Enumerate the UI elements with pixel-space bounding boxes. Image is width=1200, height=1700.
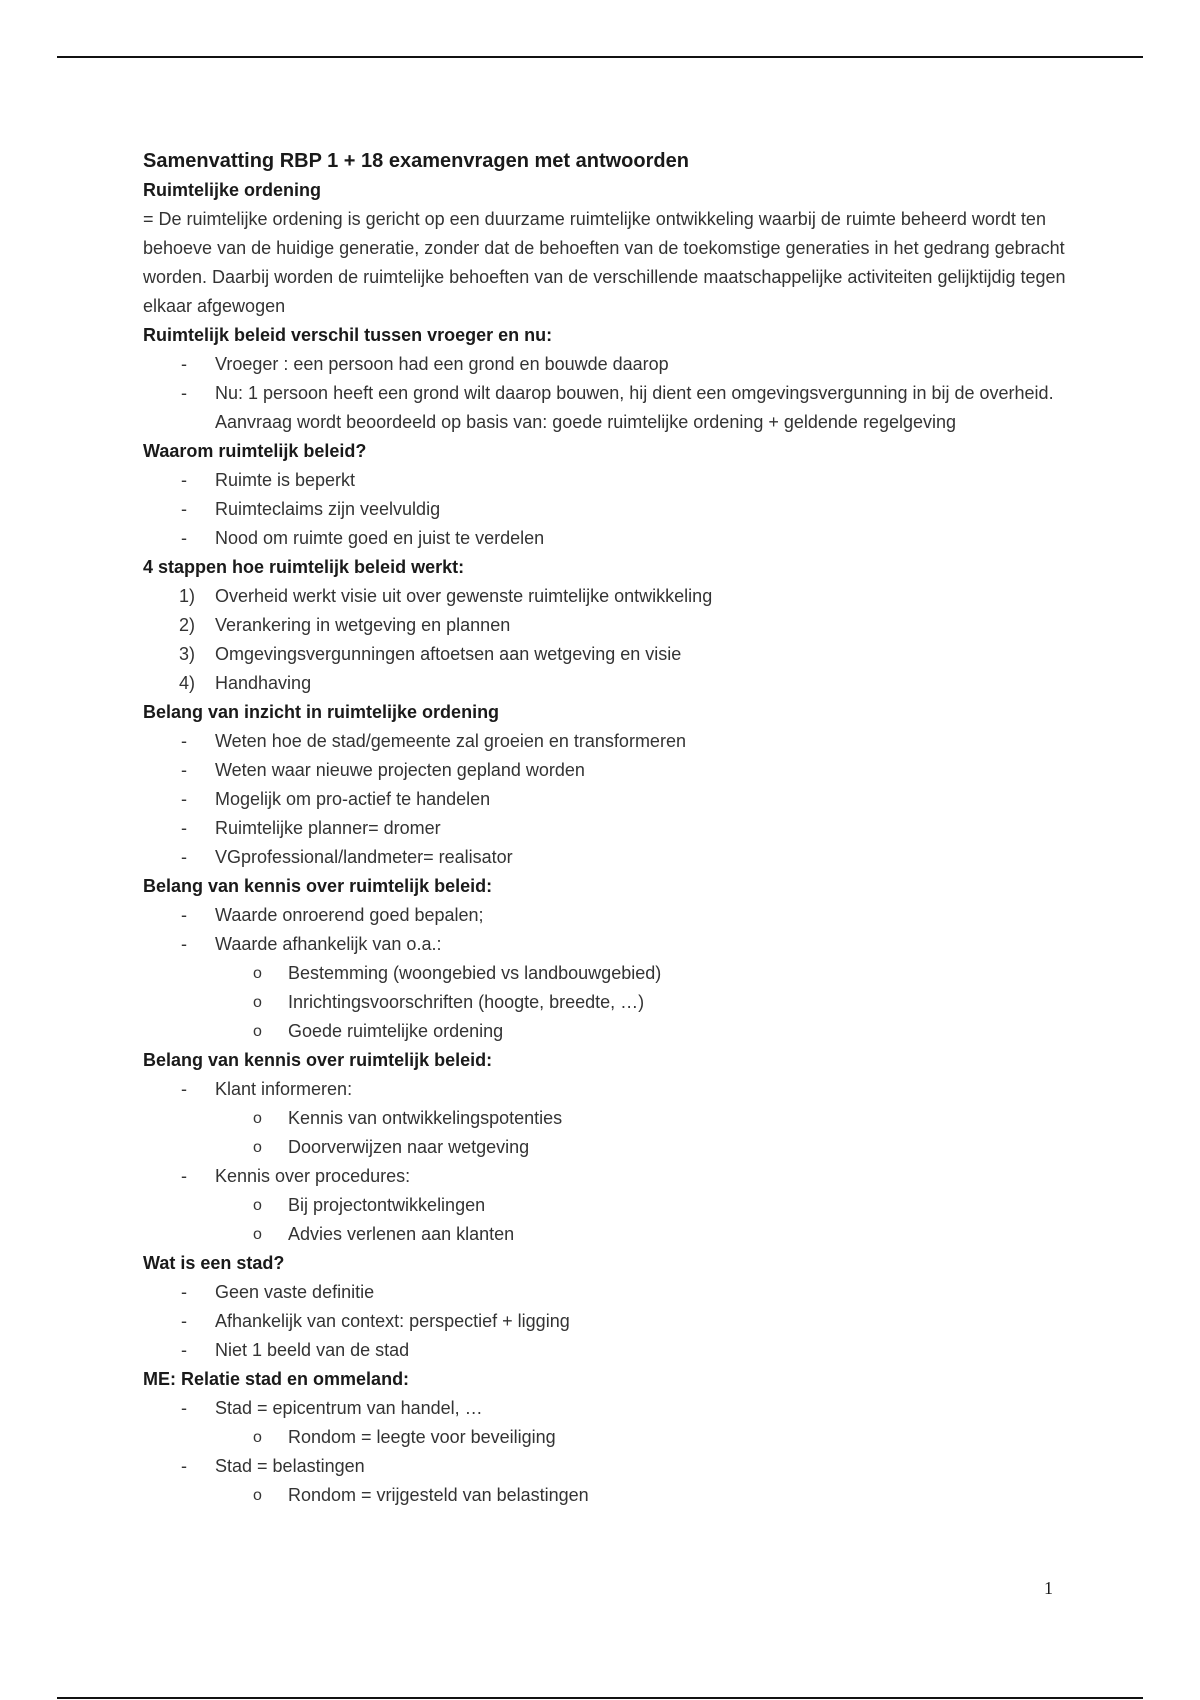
circle-marker: o	[253, 1487, 262, 1504]
list-item: - Waarde afhankelijk van o.a.:	[143, 930, 1073, 959]
dash-marker: -	[181, 818, 187, 838]
dash-marker: -	[181, 354, 187, 374]
list-item: - Vroeger : een persoon had een grond en bouwde daarop	[143, 350, 1073, 379]
dash-marker: -	[181, 383, 187, 403]
dash-marker: -	[181, 934, 187, 954]
dash-marker: -	[181, 905, 187, 925]
header-rule	[57, 56, 1143, 58]
list-item: - Afhankelijk van context: perspectief + ligging	[143, 1307, 1073, 1336]
sub-list-item: o Bij projectontwikkelingen	[143, 1191, 1073, 1220]
number-marker: 4)	[179, 673, 196, 693]
number-marker: 3)	[179, 644, 196, 664]
bullet-list	[143, 1452, 1073, 1481]
list-item: 2) Verankering in wetgeving en plannen	[143, 611, 1073, 640]
sub-list	[143, 1191, 1073, 1249]
list-item: - Klant informeren:	[143, 1075, 1073, 1104]
dash-marker: -	[181, 789, 187, 809]
section-heading: Ruimtelijk beleid verschil tussen vroeger en nu:	[143, 325, 553, 345]
section-heading: Ruimtelijke ordening	[143, 180, 322, 200]
list-item: - Ruimtelijke planner= dromer	[143, 814, 1073, 843]
number-marker: 2)	[179, 615, 196, 635]
sub-list-item: o Inrichtingsvoorschriften (hoogte, breedte, …)	[143, 988, 1073, 1017]
list-item: 1) Overheid werkt visie uit over gewenste ruimtelijke ontwikkeling	[143, 582, 1073, 611]
dash-marker: -	[181, 1398, 187, 1418]
circle-marker: o	[253, 1226, 262, 1243]
dash-marker: -	[181, 1282, 187, 1302]
dash-marker: -	[181, 1340, 187, 1360]
sub-list	[143, 1423, 1073, 1452]
sub-list-item: o Advies verlenen aan klanten	[143, 1220, 1073, 1249]
sub-list-item: o Bestemming (woongebied vs landbouwgebied)	[143, 959, 1073, 988]
list-item: - Niet 1 beeld van de stad	[143, 1336, 1073, 1365]
sub-list	[143, 1481, 1073, 1510]
footer-rule	[57, 1697, 1143, 1699]
circle-marker: o	[253, 1110, 262, 1127]
bullet-list	[143, 350, 1073, 437]
bullet-list	[143, 466, 1073, 553]
sub-list-item: o Goede ruimtelijke ordening	[143, 1017, 1073, 1046]
bullet-list	[143, 1394, 1073, 1423]
dash-marker: -	[181, 1456, 187, 1476]
section-heading: Wat is een stad?	[143, 1253, 285, 1273]
circle-marker: o	[253, 994, 262, 1011]
section-heading: Waarom ruimtelijk beleid?	[143, 441, 367, 461]
sub-list-item: o Doorverwijzen naar wetgeving	[143, 1133, 1073, 1162]
definition-paragraph: = De ruimtelijke ordening is gericht op een duurzame ruimtelijke ontwikkeling waarbij de ruimte beheerd wordt ten behoeve van de huidige generatie, zonder dat de behoeften van de toekomstige generaties in het gedrang gebracht worden. Daarbij worden de ruimtelijke behoeften van de verschillende maatschappelijke activiteiten gelijktijdig tegen elkaar afgewogen	[143, 209, 1066, 316]
list-item: 3) Omgevingsvergunningen aftoetsen aan wetgeving en visie	[143, 640, 1073, 669]
dash-marker: -	[181, 731, 187, 751]
circle-marker: o	[253, 965, 262, 982]
list-item: - Stad = belastingen	[143, 1452, 1073, 1481]
section-heading: Belang van kennis over ruimtelijk beleid:	[143, 1050, 493, 1070]
dash-marker: -	[181, 528, 187, 548]
dash-marker: -	[181, 470, 187, 490]
sub-list-item: o Kennis van ontwikkelingspotenties	[143, 1104, 1073, 1133]
sub-list-item: o Rondom = leegte voor beveiliging	[143, 1423, 1073, 1452]
number-marker: 1)	[179, 586, 196, 606]
list-item: - Weten hoe de stad/gemeente zal groeien en transformeren	[143, 727, 1073, 756]
page-number: 1	[1044, 1578, 1053, 1598]
list-item: - Stad = epicentrum van handel, …	[143, 1394, 1073, 1423]
list-item: - Nu: 1 persoon heeft een grond wilt daarop bouwen, hij dient een omgevingsvergunning in bij de overheid. Aanvraag wordt beoordeeld op basis van: goede ruimtelijke ordening + geldende regelgeving	[143, 379, 1073, 437]
list-item: 4) Handhaving	[143, 669, 1073, 698]
bullet-list	[143, 1075, 1073, 1104]
bullet-list	[143, 1162, 1073, 1191]
circle-marker: o	[253, 1429, 262, 1446]
list-item: - Mogelijk om pro-actief te handelen	[143, 785, 1073, 814]
dash-marker: -	[181, 1079, 187, 1099]
list-item: - Ruimteclaims zijn veelvuldig	[143, 495, 1073, 524]
list-item: - VGprofessional/landmeter= realisator	[143, 843, 1073, 872]
circle-marker: o	[253, 1139, 262, 1156]
bullet-list	[143, 1278, 1073, 1365]
list-item: - Nood om ruimte goed en juist te verdelen	[143, 524, 1073, 553]
document-body	[143, 147, 1073, 1510]
sub-list	[143, 959, 1073, 1046]
numbered-list	[143, 582, 1073, 698]
list-item: - Kennis over procedures:	[143, 1162, 1073, 1191]
section-heading: Belang van kennis over ruimtelijk beleid:	[143, 876, 493, 896]
dash-marker: -	[181, 847, 187, 867]
document-title: Samenvatting RBP 1 + 18 examenvragen met antwoorden	[143, 150, 689, 172]
dash-marker: -	[181, 760, 187, 780]
list-item: - Ruimte is beperkt	[143, 466, 1073, 495]
circle-marker: o	[253, 1197, 262, 1214]
circle-marker: o	[253, 1023, 262, 1040]
dash-marker: -	[181, 1166, 187, 1186]
dash-marker: -	[181, 499, 187, 519]
sub-list	[143, 1104, 1073, 1162]
list-item: - Weten waar nieuwe projecten gepland worden	[143, 756, 1073, 785]
bullet-list	[143, 901, 1073, 959]
dash-marker: -	[181, 1311, 187, 1331]
sub-list-item: o Rondom = vrijgesteld van belastingen	[143, 1481, 1073, 1510]
list-item: - Geen vaste definitie	[143, 1278, 1073, 1307]
bullet-list	[143, 727, 1073, 872]
section-heading: Belang van inzicht in ruimtelijke ordening	[143, 702, 500, 722]
list-item: - Waarde onroerend goed bepalen;	[143, 901, 1073, 930]
section-heading: ME: Relatie stad en ommeland:	[143, 1369, 410, 1389]
section-heading: 4 stappen hoe ruimtelijk beleid werkt:	[143, 557, 465, 577]
